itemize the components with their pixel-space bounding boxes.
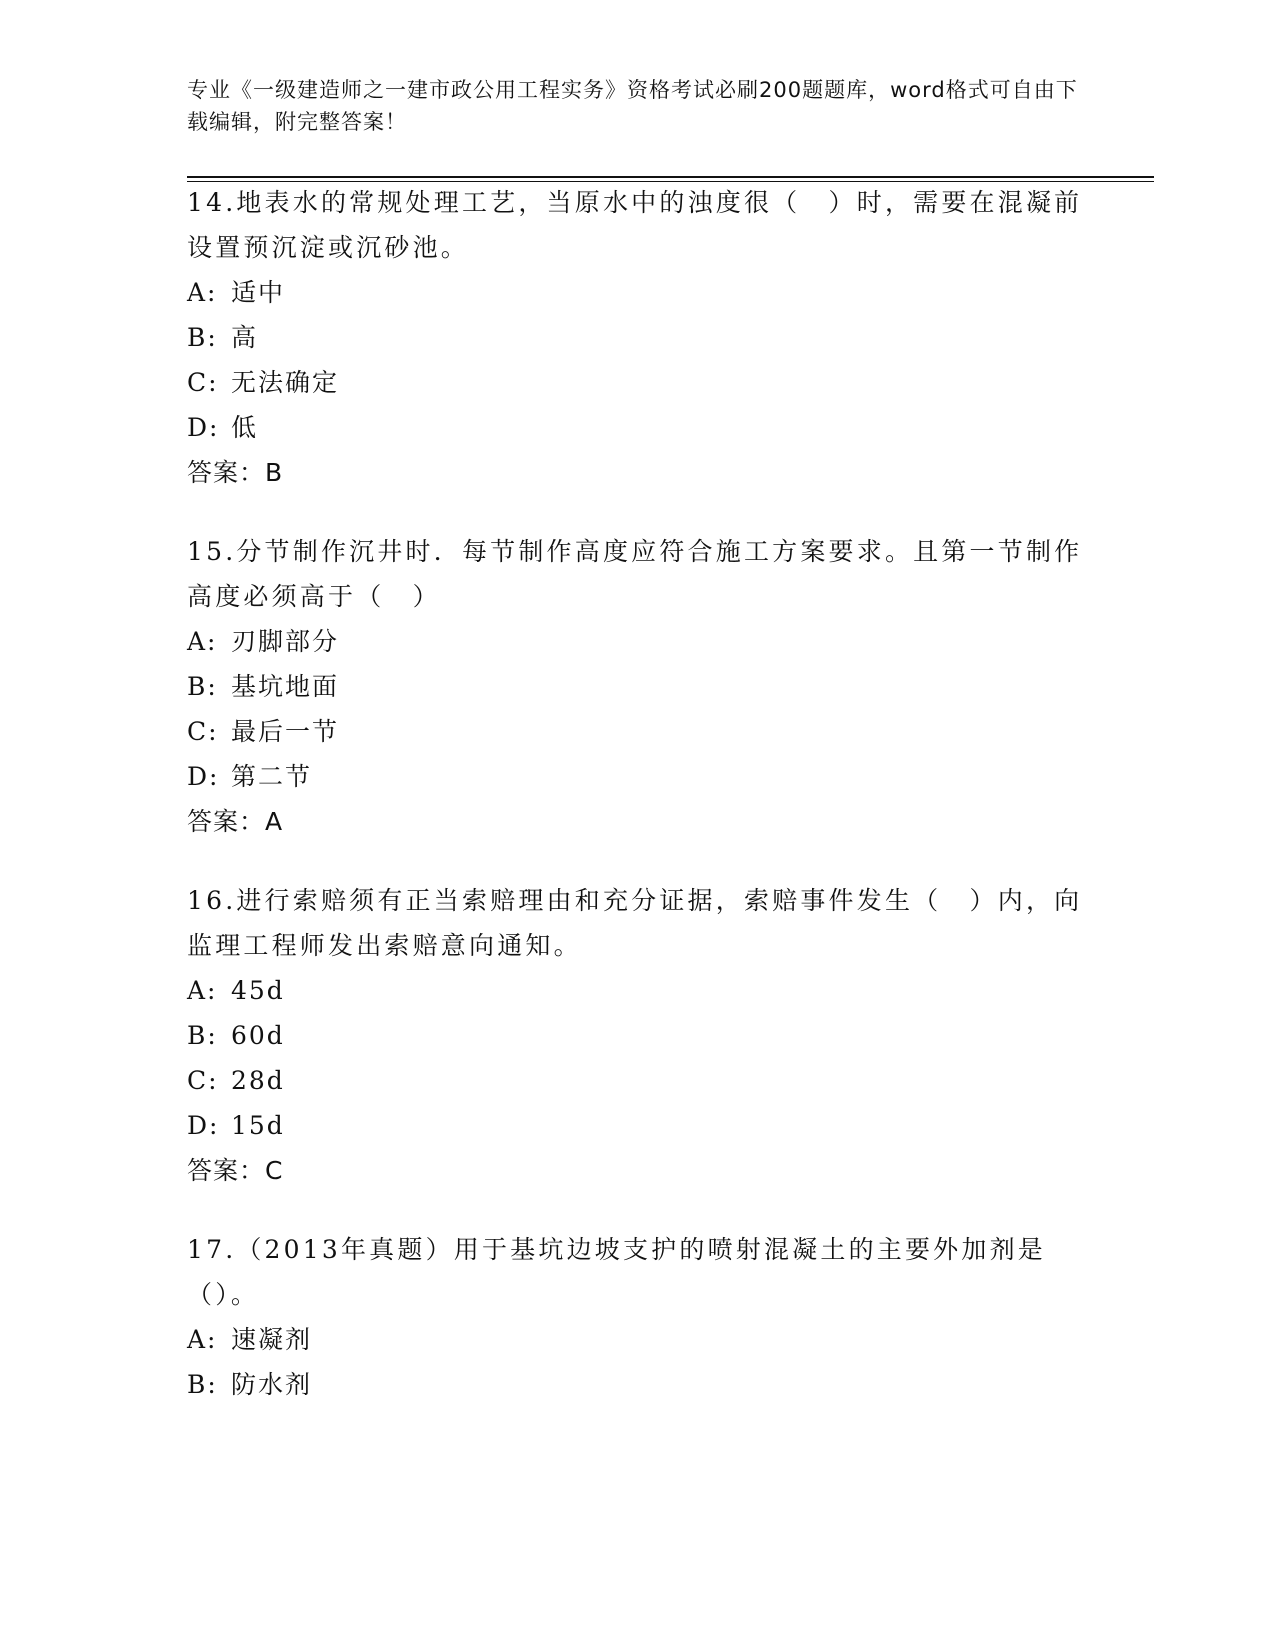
question-text: 17.（2013年真题）用于基坑边坡支护的喷射混凝土的主要外加剂是（）。: [187, 1235, 1046, 1309]
option-value: 15d: [231, 1111, 285, 1140]
answer: 答案：C: [187, 1156, 284, 1185]
option-c: [187, 709, 1087, 754]
header-rule-thick: [187, 176, 1154, 178]
option-key: C:: [187, 717, 219, 746]
option-value: 60d: [231, 1021, 285, 1050]
option-key: B:: [187, 1370, 218, 1399]
option-key: A:: [187, 278, 218, 307]
option-value: 第二节: [231, 762, 313, 791]
option-value: 高: [231, 323, 259, 352]
option-c: [187, 360, 1087, 405]
option-key: B:: [187, 1021, 218, 1050]
option-value: 低: [231, 413, 259, 442]
answer: 答案：A: [187, 807, 284, 836]
option-value: 无法确定: [231, 368, 340, 397]
option-a: [187, 270, 1087, 315]
option-value: 防水剂: [231, 1370, 313, 1399]
question-16: [187, 878, 1087, 1193]
option-d: [187, 405, 1087, 450]
option-value: 适中: [231, 278, 286, 307]
option-c: [187, 1058, 1087, 1103]
option-key: A:: [187, 627, 218, 656]
option-key: D:: [187, 762, 220, 791]
option-value: 28d: [231, 1066, 285, 1095]
option-a: [187, 968, 1087, 1013]
option-b: [187, 315, 1087, 360]
question-17: [187, 1227, 1087, 1407]
option-d: [187, 1103, 1087, 1148]
option-key: D:: [187, 413, 220, 442]
option-value: 刃脚部分: [231, 627, 340, 656]
option-key: A:: [187, 976, 218, 1005]
answer: 答案：B: [187, 458, 284, 487]
option-b: [187, 1013, 1087, 1058]
option-key: B:: [187, 672, 218, 701]
question-text: 15.分节制作沉井时．每节制作高度应符合施工方案要求。且第一节制作高度必须高于（ ）: [187, 537, 1083, 611]
option-value: 速凝剂: [231, 1325, 313, 1354]
option-d: [187, 754, 1087, 799]
option-value: 基坑地面: [231, 672, 340, 701]
option-b: [187, 664, 1087, 709]
option-value: 最后一节: [231, 717, 340, 746]
document-header: 专业《一级建造师之一建市政公用工程实务》资格考试必刷200题题库，word格式可自由下载编辑，附完整答案！: [187, 78, 1078, 134]
option-a: [187, 1317, 1087, 1362]
question-14: [187, 180, 1087, 495]
option-key: B:: [187, 323, 218, 352]
option-a: [187, 619, 1087, 664]
option-key: D:: [187, 1111, 220, 1140]
option-key: C:: [187, 1066, 219, 1095]
question-text: 16.进行索赔须有正当索赔理由和充分证据，索赔事件发生（ ）内，向监理工程师发出索赔意向通知。: [187, 886, 1083, 960]
option-b: [187, 1362, 1087, 1407]
question-text: 14.地表水的常规处理工艺，当原水中的浊度很（ ）时，需要在混凝前设置预沉淀或沉砂池。: [187, 188, 1083, 262]
option-value: 45d: [231, 976, 285, 1005]
question-15: [187, 529, 1087, 844]
option-key: C:: [187, 368, 219, 397]
option-key: A:: [187, 1325, 218, 1354]
